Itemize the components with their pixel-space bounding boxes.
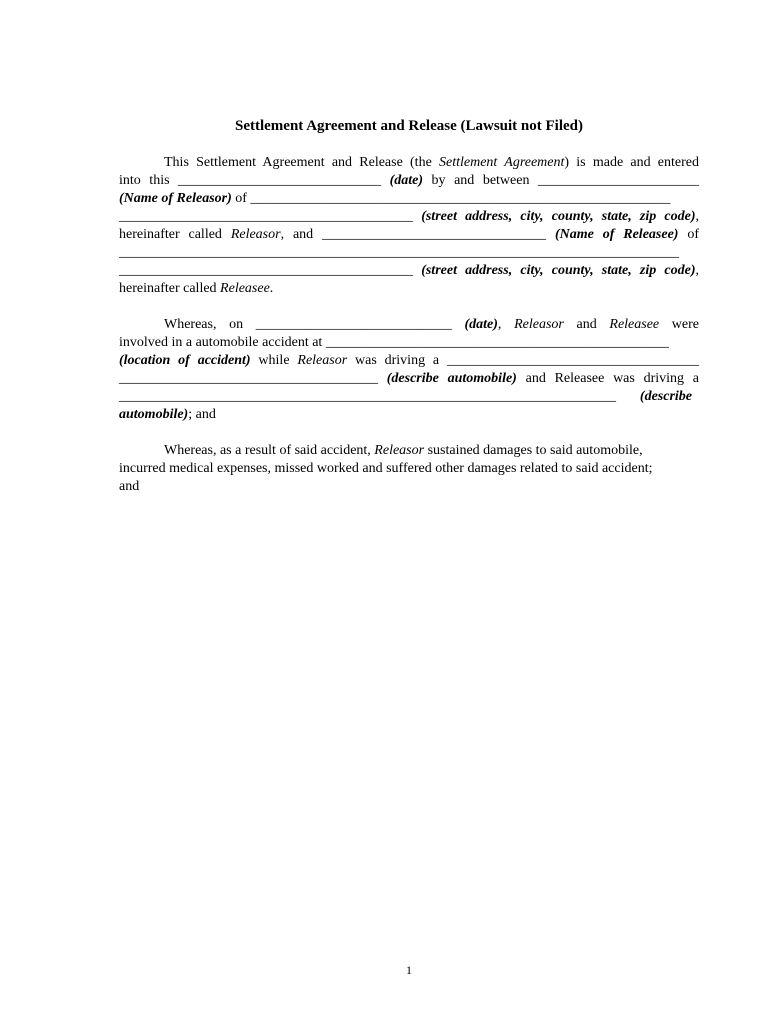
paragraph-2-line-6: automobile); and xyxy=(119,407,216,422)
paragraph-3-line-2: incurred medical expenses, missed worked and suffered other damages related to said accident; xyxy=(119,461,653,476)
paragraph-1-line-4: __________________________________________ (street address, city, county, state, zip code), xyxy=(119,209,699,224)
paragraph-3-line-1: Whereas, as a result of said accident, Releasor sustained damages to said automobile, xyxy=(164,443,643,458)
paragraph-2-line-4: _____________________________________ (describe automobile) and Releasee was driving a xyxy=(119,371,700,386)
paragraph-2-line-1: Whereas, on ____________________________ (date), Releasor and Releasee were xyxy=(164,317,700,332)
paragraph-1-line-3: (Name of Releasor) of ____________________________________________________________ xyxy=(119,191,671,206)
paragraph-1-line-2: into this _____________________________ (date) by and between _______________________ xyxy=(119,173,699,188)
paragraph-1-line-7: __________________________________________ (street address, city, county, state, zip code), xyxy=(119,263,699,278)
paragraph-1-line-1: This Settlement Agreement and Release (the Settlement Agreement) is made and entered xyxy=(164,155,699,170)
paragraph-1-line-8: hereinafter called Releasee. xyxy=(119,281,274,296)
paragraph-2-line-2: involved in a automobile accident at _________________________________________________ xyxy=(119,335,669,350)
paragraph-1-line-5: hereinafter called Releasor, and ________________________________ (Name of Releasee) of xyxy=(119,227,699,242)
page-number: 1 xyxy=(406,963,412,977)
paragraph-3-line-3: and xyxy=(119,479,140,494)
paragraph-2-line-5: _______________________________________________________________________ (describe xyxy=(119,389,692,404)
paragraph-1-line-6: ________________________________________________________________________________ xyxy=(119,245,679,260)
document-title: Settlement Agreement and Release (Lawsuit not Filed) xyxy=(234,118,583,134)
paragraph-2-line-3: (location of accident) while Releasor was driving a ____________________________________ xyxy=(119,353,699,368)
